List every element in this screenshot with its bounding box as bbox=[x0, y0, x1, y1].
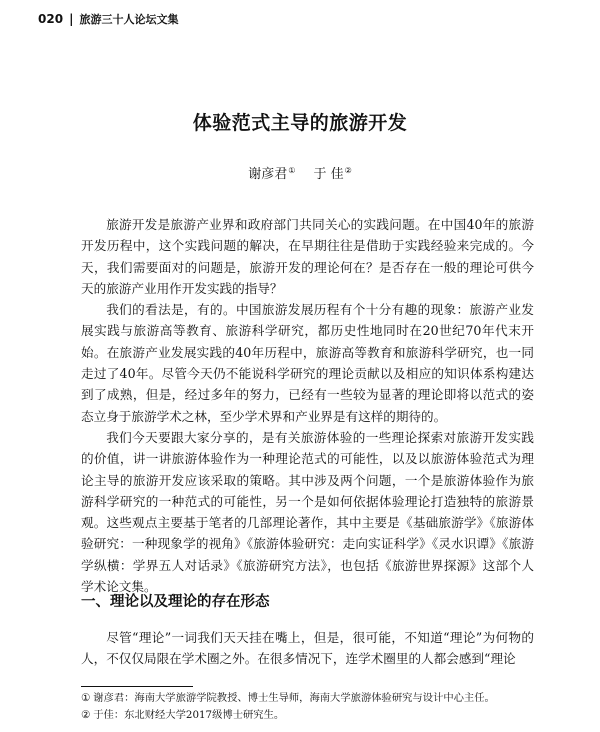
footnote-1 bbox=[81, 690, 541, 707]
footnote-1-text: 谢彦君：海南大学旅游学院教授、博士生导师，海南大学旅游体验研究与设计中心主任。 bbox=[93, 692, 495, 704]
paragraph: 尽管“理论”一词我们天天挂在嘴上，但是，很可能，不知道“理论”为何物的人，不仅仅局限在学术圈之外。在很多情况下，连学术圈里的人都会感到“理论 bbox=[81, 630, 534, 667]
footnote-divider bbox=[81, 686, 193, 687]
intro-body bbox=[81, 214, 534, 597]
section-heading: 一、理论以及理论的存在形态 bbox=[81, 594, 270, 610]
author-1-footnote-mark[interactable]: ① bbox=[288, 165, 296, 175]
paragraph: 我们的看法是，有的。中国旅游发展历程有个十分有趣的现象：旅游产业发展实践与旅游高等教育、旅游科学研究，都历史性地同时在20世纪70年代末开始。在旅游产业发展实践的40年历程中，旅游高等教育和旅游科学研究，也一同走过了40年。尽管今天仍不能说科学研究的理论贡献以及相应的知识体系构建达到了成熟，但是，经过多年的努力，已经有一些较为显著的理论即将以范式的姿态立身于旅游学术之林，至少学术界和产业界是有这样的期待的。 bbox=[81, 302, 534, 424]
author-line bbox=[0, 163, 600, 182]
footnote-1-mark: ① bbox=[81, 692, 91, 704]
author-2: 于 佳 bbox=[313, 167, 344, 182]
footnote-2 bbox=[81, 707, 541, 724]
footnotes bbox=[81, 690, 541, 724]
article-title: 体验范式主导的旅游开发 bbox=[192, 112, 408, 134]
section-body bbox=[81, 627, 534, 670]
footnote-2-text: 于佳：东北财经大学2017级博士研究生。 bbox=[93, 709, 285, 721]
book-title: 旅游三十人论坛文集 bbox=[79, 13, 179, 26]
author-2-footnote-mark[interactable]: ② bbox=[344, 165, 352, 175]
paragraph: 旅游开发是旅游产业界和政府部门共同关心的实践问题。在中国40年的旅游开发历程中，这个实践问题的解决，在早期往往是借助于实践经验来完成的。今天，我们需要面对的问题是，旅游开发的理论何在？是否存在一般的理论可供今天的旅游产业用作开发实践的指导？ bbox=[81, 217, 534, 296]
author-1: 谢彦君 bbox=[248, 167, 288, 182]
page-number: 020 bbox=[38, 12, 64, 26]
footnote-2-mark: ② bbox=[81, 709, 91, 721]
header-separator: | bbox=[69, 12, 74, 26]
paragraph: 我们今天要跟大家分享的，是有关旅游体验的一些理论探索对旅游开发实践的价值，讲一讲旅游体验作为一种理论范式的可能性，以及以旅游体验范式为理论主导的旅游开发应该采取的策略。其中涉及两个问题，一个是旅游体验作为旅游科学研究的一种范式的可能性，另一个是如何依据体验理论打造独特的旅游景观。这些观点主要基于笔者的几部理论著作，其中主要是《基础旅游学》《旅游体验研究：一种现象学的视角》《旅游体验研究：走向实证科学》《灵水识谭》《旅游学纵横：学界五人对话录》《旅游研究方法》，也包括《旅游世界探源》这部个人学术论文集。 bbox=[81, 429, 534, 595]
running-header bbox=[38, 11, 178, 27]
